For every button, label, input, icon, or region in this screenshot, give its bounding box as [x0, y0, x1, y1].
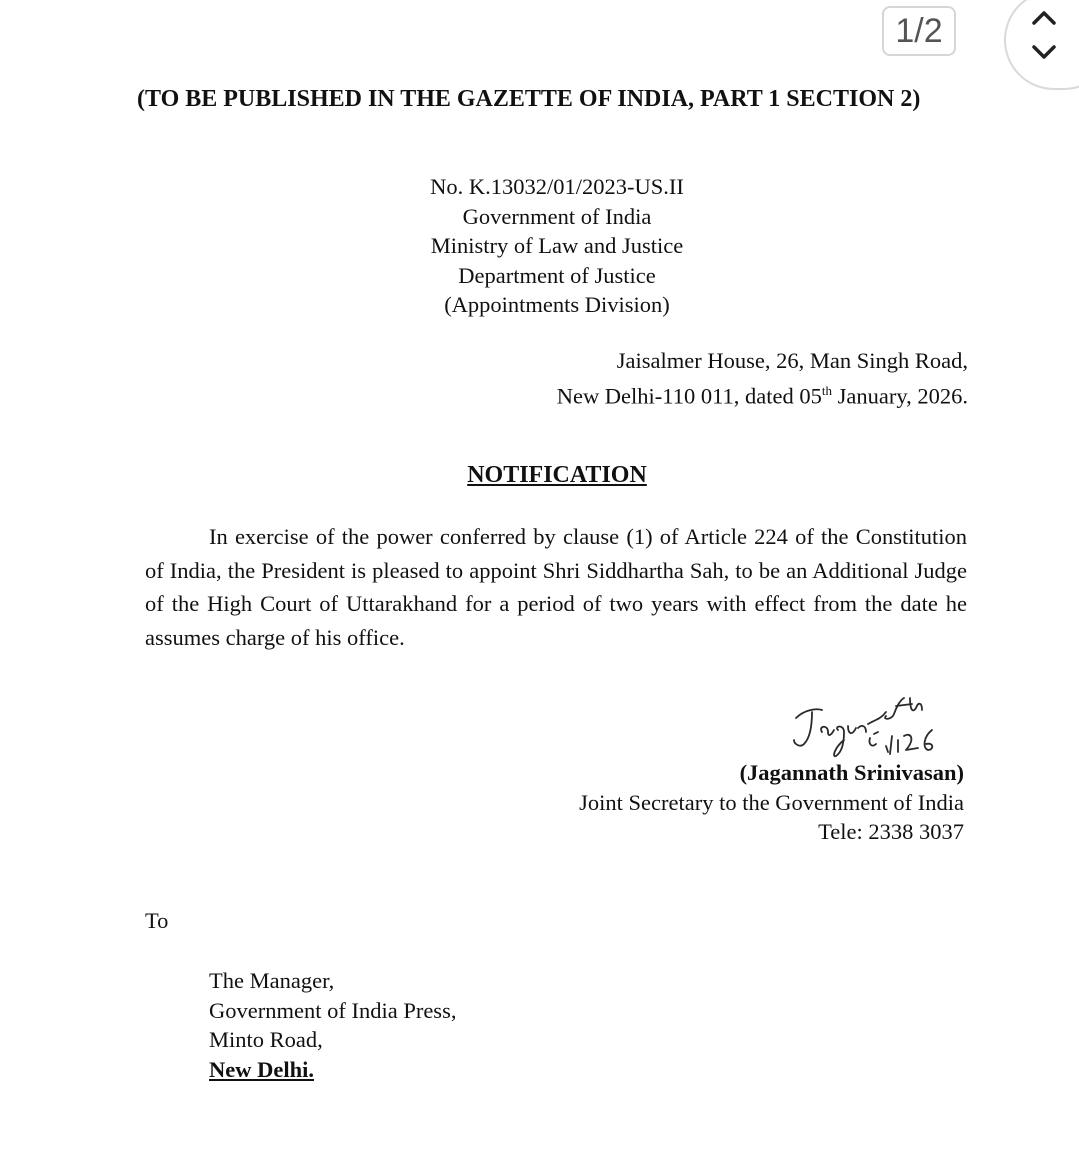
government-line: Government of India — [462, 203, 652, 229]
recipient-line: Government of India Press, — [209, 997, 457, 1023]
header-block — [357, 172, 757, 320]
signatory-designation: Joint Secretary to the Government of India — [579, 789, 964, 815]
notification-title — [357, 462, 757, 489]
chevron-down-icon — [1030, 43, 1058, 63]
recipient-line: The Manager, — [209, 968, 335, 993]
address-line-1: Jaisalmer House, 26, Man Singh Road, — [616, 348, 968, 373]
notification-title-text: NOTIFICATION — [467, 462, 647, 488]
address-date-prefix: New Delhi-110 011, dated 05 — [556, 383, 822, 409]
signatory-name: (Jagannath Srinivasan) — [739, 760, 964, 785]
previous-page-button[interactable] — [1024, 0, 1064, 34]
next-page-button[interactable] — [1024, 36, 1064, 70]
division-line: (Appointments Division) — [444, 292, 670, 317]
to-label: To — [145, 908, 169, 933]
address-date-ordinal: th — [821, 383, 832, 398]
handwritten-signature — [782, 686, 952, 766]
recipient-city: New Delhi. — [209, 1056, 314, 1082]
address-date-suffix: January, 2026. — [831, 383, 968, 409]
department-line: Department of Justice — [458, 262, 656, 288]
recipient-line: Minto Road, — [209, 1027, 323, 1052]
notification-body: In exercise of the power conferred by clause (1) of Article 224 of the Constitution of India, the President is pleased to appoint Shri Siddhartha Sah, to be an Additional Judge of the High Court of Uttarakhand for a period of two years with effect from the date he assumes charge of his office. — [145, 524, 967, 650]
file-number: No. K.13032/01/2023-US.II — [430, 174, 684, 199]
chevron-up-icon — [1030, 7, 1058, 27]
ministry-line: Ministry of Law and Justice — [430, 233, 684, 258]
signatory-block — [579, 758, 964, 847]
page-indicator — [882, 6, 956, 56]
signatory-telephone: Tele: 2338 3037 — [818, 819, 964, 844]
recipient-address — [209, 966, 456, 1084]
address-block — [557, 346, 968, 412]
address-line-2 — [557, 376, 968, 412]
gazette-heading: (TO BE PUBLISHED IN THE GAZETTE OF INDIA, PART 1 SECTION 2) — [137, 86, 921, 112]
page-indicator-label: 1/2 — [895, 11, 943, 50]
